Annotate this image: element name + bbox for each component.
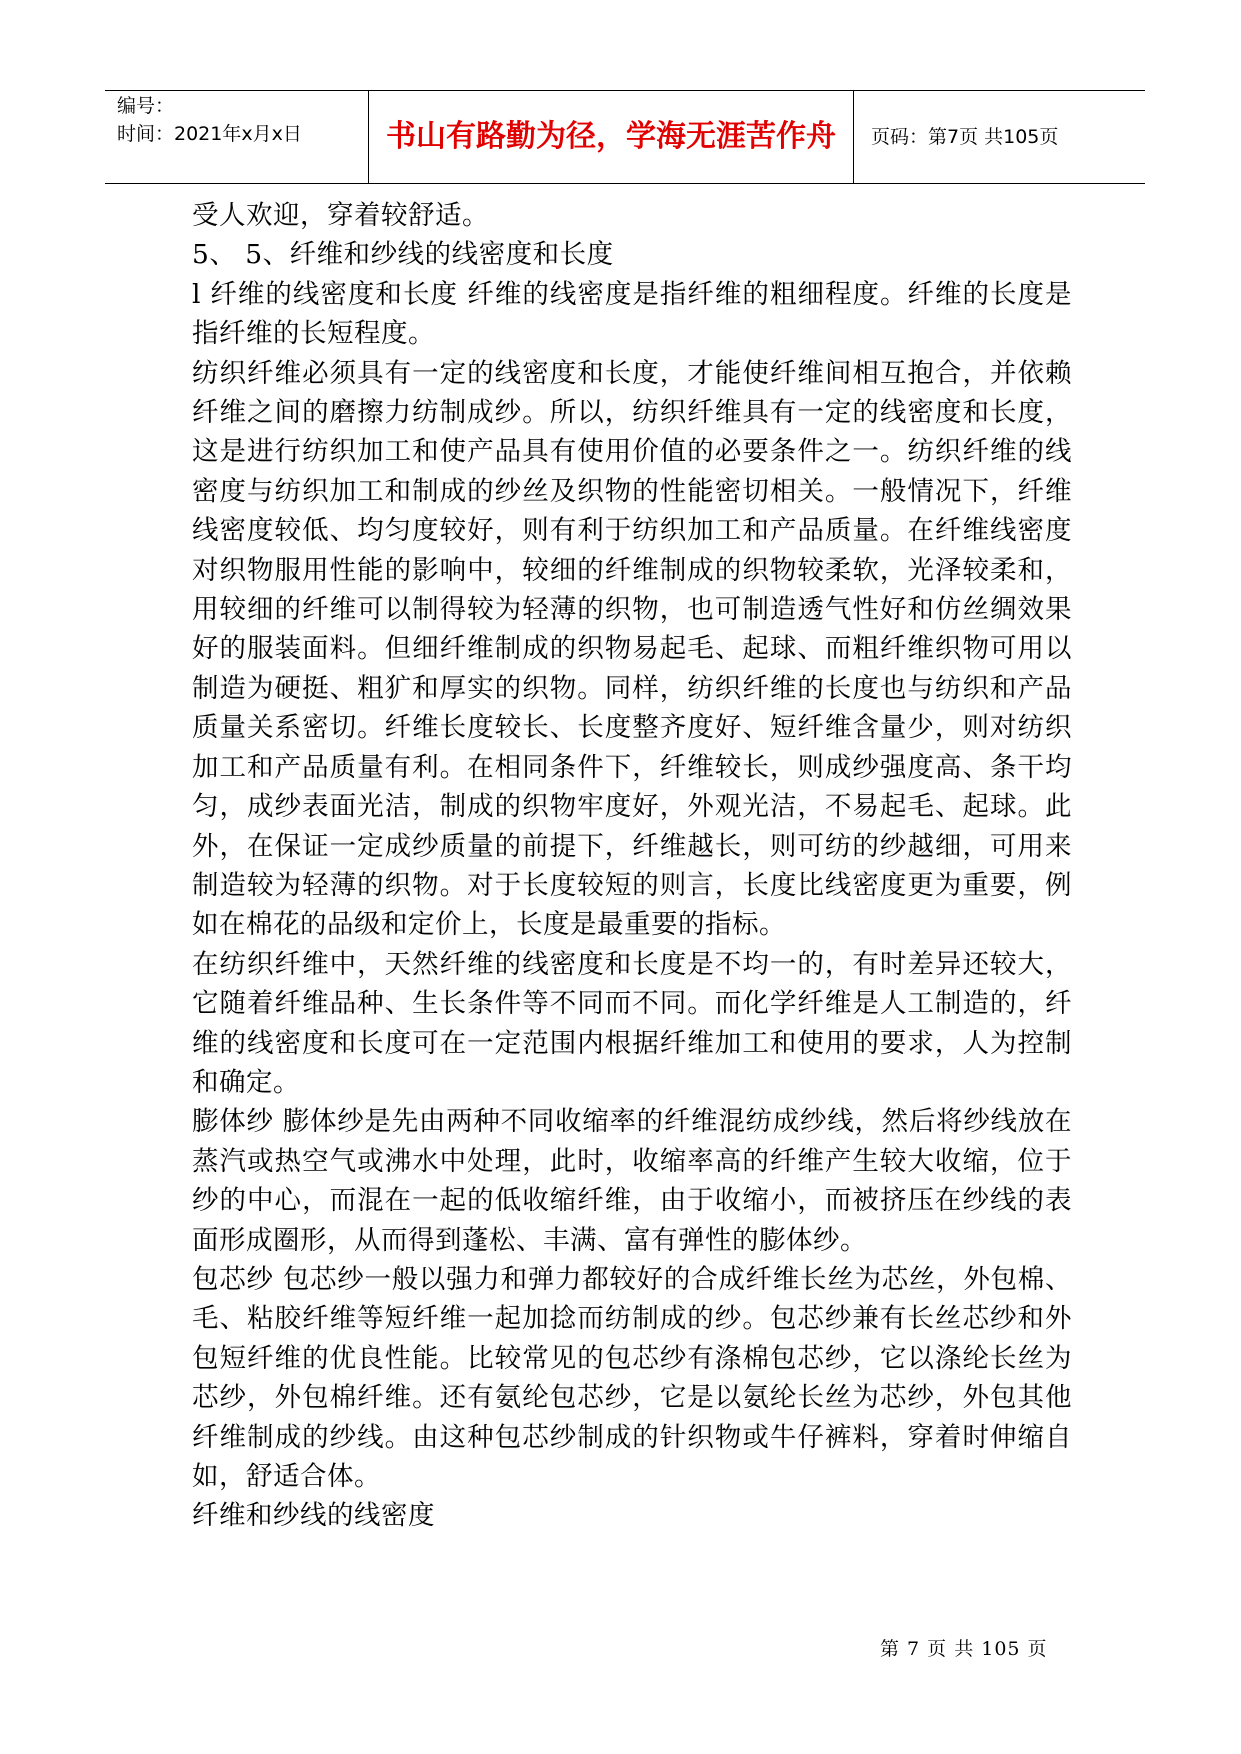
paragraph: 纺织纤维必须具有一定的线密度和长度，才能使纤维间相互抱合，并依赖纤维之间的磨擦力纺制成纱。所以，纺织纤维具有一定的线密度和长度，这是进行纺织加工和使产品具有使用价值的必要条件之一。纺织纤维的线密度与纺织加工和制成的纱丝及织物的性能密切相关。一般情况下，纤维线密度较低、均匀度较好，则有利于纺织加工和产品质量。在纤维线密度对织物服用性能的影响中，较细的纤维制成的织物较柔软，光泽较柔和，用较细的纤维可以制得较为轻薄的织物，也可制造透气性好和仿丝绸效果好的服装面料。但细纤维制成的织物易起毛、起球、而粗纤维织物可用以制造为硬挺、粗犷和厚实的织物。同样，纺织纤维的长度也与纺织和产品质量关系密切。纤维长度较长、长度整齐度好、短纤维含量少，则对纺织加工和产品质量有利。在相同条件下，纤维较长，则成纱强度高、条干均匀，成纱表面光洁，制成的织物牢度好，外观光洁，不易起毛、起球。此外，在保证一定成纱质量的前提下，纤维越长，则可纺的纱越细，可用来制造较为轻薄的织物。对于长度较短的则言，长度比线密度更为重要，例如在棉花的品级和定价上，长度是最重要的指标。 <box>192 357 1072 941</box>
paragraph: l 纤维的线密度和长度 纤维的线密度是指纤维的粗细程度。纤维的长度是指纤维的长短程度。 <box>192 278 1072 350</box>
subheading: 纤维和纱线的线密度 <box>192 1500 435 1532</box>
paragraph: 在纺织纤维中，天然纤维的线密度和长度是不均一的，有时差异还较大，它随着纤维品种、生长条件等不同而不同。而化学纤维是人工制造的，纤维的线密度和长度可在一定范围内根据纤维加工和使用的要求，人为控制和确定。 <box>192 948 1072 1098</box>
paragraph: 包芯纱 包芯纱一般以强力和弹力都较好的合成纤维长丝为芯丝，外包棉、毛、粘胶纤维等短纤维一起加捻而纺制成的纱。包芯纱兼有长丝芯纱和外包短纤维的优良性能。比较常见的包芯纱有涤棉包芯纱，它以涤纶长丝为芯纱，外包棉纤维。还有氨纶包芯纱，它是以氨纶长丝为芯纱，外包其他纤维制成的纱线。由这种包芯纱制成的针织物或牛仔裤料，穿着时伸缩自如，舒适合体。 <box>192 1263 1072 1492</box>
section-heading: 5、 5、纤维和纱线的线密度和长度 <box>192 239 614 271</box>
paragraph: 受人欢迎，穿着较舒适。 <box>192 200 489 231</box>
header-motto: 书山有路勤为径，学海无涯苦作舟 <box>369 91 854 183</box>
header-meta-cell <box>105 91 369 183</box>
paragraph: 膨体纱 膨体纱是先由两种不同收缩率的纤维混纺成纱线，然后将纱线放在蒸汽或热空气或沸水中处理，此时，收缩率高的纤维产生较大收缩，位于纱的中心，而混在一起的低收缩纤维，由于收缩小，而被挤压在纱线的表面形成圈形，从而得到蓬松、丰满、富有弹性的膨体纱。 <box>192 1106 1072 1256</box>
page-header <box>105 90 1145 184</box>
doc-time-label: 时间：2021年x月x日 <box>117 123 302 145</box>
doc-number-label: 编号： <box>117 95 175 117</box>
document-body <box>192 196 1072 1536</box>
page-footer: 第 7 页 共 105 页 <box>880 1638 1048 1660</box>
header-page-info: 页码：第7页 共105页 <box>871 126 1059 148</box>
